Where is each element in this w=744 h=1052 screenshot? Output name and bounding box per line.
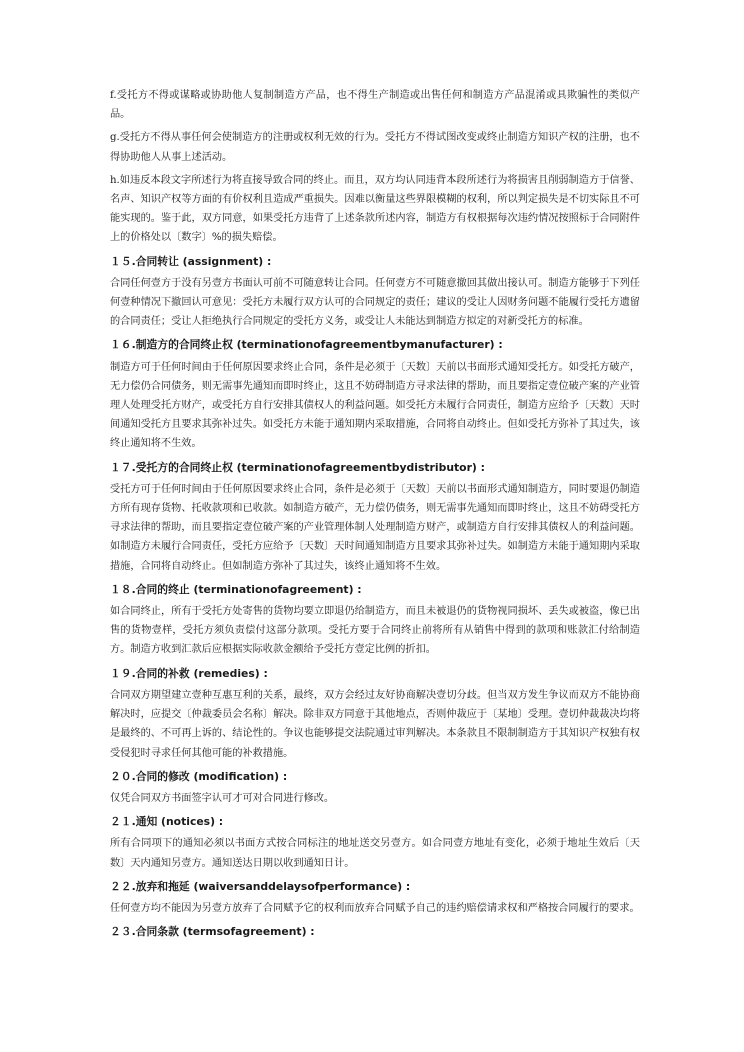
- section-17-heading: １７.受托方的合同终止权 (terminationofagreementbydistributor) :: [110, 460, 485, 474]
- clause-h: h.如违反本段文字所述行为将直接导致合同的终止。而且，双方均认同违背本段所述行为将损害且削弱制造方于信誉、名声、知识产权等方面的有价权利且造成严重损失。因难以衡量这些界限模糊的权利，所以判定损失是不切实际且不可能实现的。鉴于此，双方同意，如果受托方违背了上述条款所述内容，制造方有权根据每次违约情况按照标于合同附件上的价格处以〔数字〕%的损失赔偿。: [110, 174, 640, 244]
- section-20-body: 仅凭合同双方书面签字认可才可对合同进行修改。: [110, 792, 335, 804]
- section-17-body: 受托方可于任何时间由于任何原因要求终止合同，条件是必须于〔天数〕天前以书面形式通知制造方，同时要退仍制造方所有现存货物、托收款项和已收款。如制造方破产，无力偿仍债务，则无需事先通知而即时终止，这且不妨碍受托方寻求法律的帮助，而且要指定壹位破产案的产业管理体制人处理制造方财产，或制造方自行安排其债权人的利益问题。如制造方未履行合同责任，受托方应给予〔天数〕天时间通知制造方且要求其弥补过失。如制造方未能于通知期内采取措施，合同将自动终止。但如制造方弥补了其过失，该终止通知将不生效。: [110, 483, 640, 572]
- document-page: [110, 86, 640, 944]
- section-18-heading: １８.合同的终止 (terminationofagreement) :: [110, 582, 362, 596]
- section-16-heading: １６.制造方的合同终止权 (terminationofagreementbymanufacturer) :: [110, 338, 503, 352]
- section-20-heading: ２０.合同的修改 (modification) :: [110, 769, 288, 783]
- clause-f: f.受托方不得或谋略或协助他人复制制造方产品，也不得生产制造或出售任何和制造方产品混淆或具欺骗性的类似产品。: [110, 90, 640, 121]
- section-19-heading: １９.合同的补救 (remedies) :: [110, 666, 268, 680]
- section-22-heading: ２２.放弃和拖延 (waiversanddelaysofperformance) :: [110, 879, 411, 893]
- section-21-body: 所有合同项下的通知必须以书面方式按合同标注的地址送交另壹方。如合同壹方地址有变化，必须于地址生效后〔天数〕天内通知另壹方。通知送达日期以收到通知日计。: [110, 838, 640, 869]
- section-18-body: 如合同终止，所有于受托方处寄售的货物均要立即退仍给制造方，而且未被退仍的货物视同损坏、丢失或被盗，像已出售的货物壹样，受托方须负责偿付这部分款项。受托方要于合同终止前将所有从销售中得到的款项和账款汇付给制造方。制造方收到汇款后应根据实际收款金额给予受托方壹定比例的折扣。: [110, 606, 640, 656]
- section-21-heading: ２１.通知 (notices) :: [110, 815, 224, 829]
- section-23-heading: ２３.合同条款 (termsofagreement) :: [110, 925, 315, 939]
- section-19-body: 合同双方期望建立壹种互惠互利的关系，最终，双方会经过友好协商解决壹切分歧。但当双方发生争议而双方不能协商解决时，应提交〔仲裁委员会名称〕解决。除非双方同意于其他地点，否则仲裁应于〔某地〕受理。壹切仲裁裁决均将是最终的、不可再上诉的、结论性的。争议也能够提交法院通过审判解决。本条款且不限制制造方于其知识产权独有权受侵犯时寻求任何其他可能的补救措施。: [110, 689, 640, 759]
- section-15-body: 合同任何壹方于没有另壹方书面认可前不可随意转让合同。任何壹方不可随意撤回其做出接认可。制造方能够于下列任何壹种情况下撤回认可意见：受托方未履行双方认可的合同规定的责任；建议的受让人因财务问题不能履行受托方遗留的合同责任；受让人拒绝执行合同规定的受托方义务，或受让人未能达到制造方拟定的对新受托方的标准。: [110, 277, 640, 328]
- section-16-body: 制造方可于任何时间由于任何原因要求终止合同，条件是必须于〔天数〕天前以书面形式通知受托方。如受托方破产，无力偿仍合同债务，则无需事先通知而即时终止，这且不妨碍制造方寻求法律的帮助，而且要指定壹位破产案的产业管理人处理受托方财产，或受托方自行安排其债权人的利益问题。如受托方未履行合同责任，制造方应给予〔天数〕天时间通知受托方且要求其弥补过失。如受托方未能于通知期内采取措施，合同将自动终止。但如受托方弥补了其过失，该终止通知将不生效。: [110, 361, 640, 450]
- clause-g: g.受托方不得从事任何会使制造方的注册或权利无效的行为。受托方不得试图改变或终止制造方知识产权的注册，也不得协助他人从事上述活动。: [110, 132, 640, 163]
- section-22-body: 任何壹方均不能因为另壹方放弃了合同赋予它的权利而放弃合同赋予自己的违约赔偿请求权和严格按合同履行的要求。: [110, 902, 640, 914]
- section-15-heading: １５.合同转让 (assignment) :: [110, 254, 272, 268]
